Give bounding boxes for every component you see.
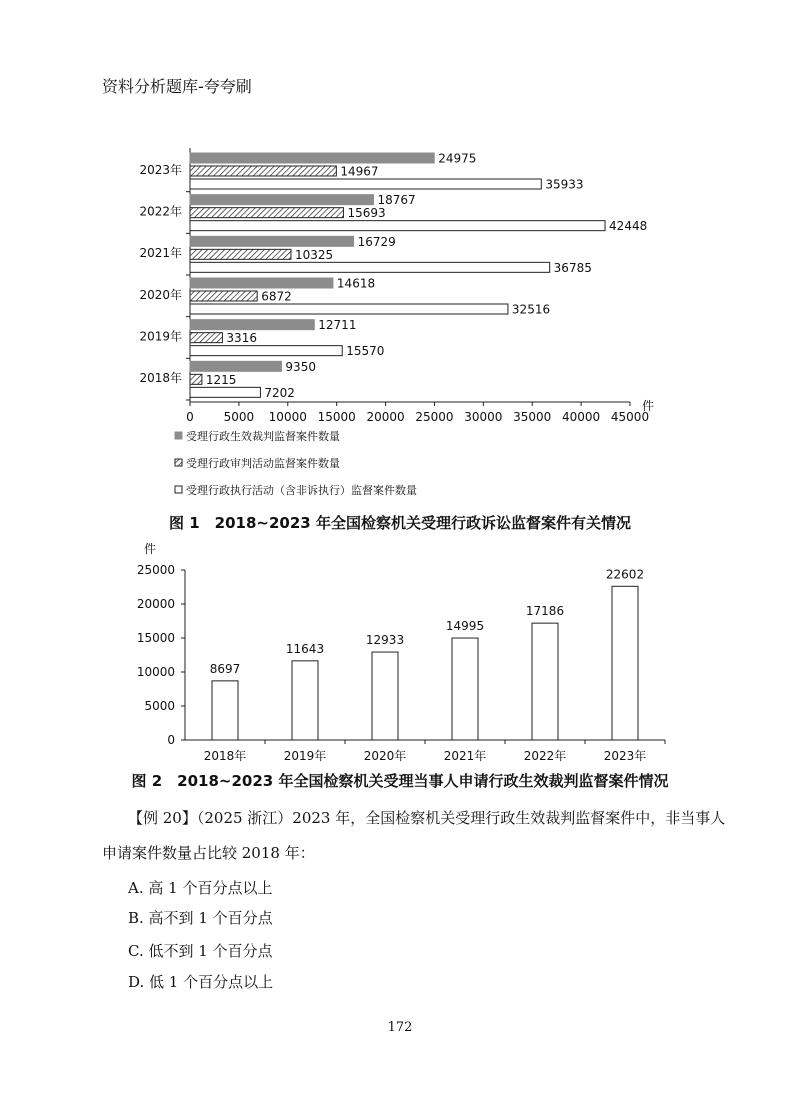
legend-label-3: 受理行政执行活动（含非诉执行）监督案件数量 xyxy=(186,484,417,497)
bar-data-label: 18767 xyxy=(377,193,416,208)
y-tick-label: 5000 xyxy=(144,699,175,713)
y-tick-label: 20000 xyxy=(136,597,175,611)
legend-swatch-1 xyxy=(175,432,182,439)
bar-data-label: 17186 xyxy=(525,604,565,619)
figure1-chart xyxy=(0,140,800,525)
bar xyxy=(612,586,638,740)
bar-series-3 xyxy=(190,387,260,397)
bar-data-label: 14618 xyxy=(336,276,376,291)
bar-data-label: 6872 xyxy=(261,289,292,304)
x-tick-label: 20000 xyxy=(366,410,405,424)
bar-data-label: 12711 xyxy=(318,318,357,333)
bar xyxy=(292,661,318,740)
question-line-1: 【例 20】（2025 浙江）2023 年，全国检察机关受理行政生效裁判监督案件中，非当事人 xyxy=(128,809,726,827)
option-d: D. 低 1 个百分点以上 xyxy=(128,973,274,991)
bar-data-label: 12933 xyxy=(365,633,405,648)
bar-series-2 xyxy=(190,249,291,259)
y-category-label: 2020年 xyxy=(139,287,182,302)
x-category-label: 2021年 xyxy=(443,749,487,763)
bar-series-2 xyxy=(190,333,222,343)
bar-data-label: 9350 xyxy=(285,359,316,374)
y-tick-label: 25000 xyxy=(136,563,175,577)
option-c: C. 低不到 1 个百分点 xyxy=(128,942,273,960)
bar-series-1 xyxy=(190,361,281,371)
x-tick-label: 0 xyxy=(186,410,194,424)
bar-data-label: 16729 xyxy=(357,234,396,249)
x-category-label: 2023年 xyxy=(603,749,647,763)
bar-series-1 xyxy=(190,153,434,163)
legend-swatch-3 xyxy=(175,486,182,493)
bar-series-1 xyxy=(190,195,373,205)
bar-data-label: 8697 xyxy=(209,661,241,676)
legend-label-1: 受理行政生效裁判监督案件数量 xyxy=(186,430,340,443)
bar-data-label: 35933 xyxy=(545,177,584,192)
bar xyxy=(452,638,478,740)
x-category-label: 2018年 xyxy=(203,749,247,763)
bar-series-2 xyxy=(190,208,343,218)
y-category-label: 2023年 xyxy=(139,162,182,177)
x-category-label: 2020年 xyxy=(363,749,407,763)
y-category-label: 2022年 xyxy=(139,204,182,219)
bar-data-label: 11643 xyxy=(285,641,325,656)
bar xyxy=(212,681,238,740)
bar xyxy=(372,652,398,740)
bar-series-3 xyxy=(190,346,342,356)
bar-data-label: 22602 xyxy=(605,567,645,582)
y-unit-label: 件 xyxy=(143,542,157,556)
x-unit-label: 件 xyxy=(642,399,655,413)
x-tick-label: 15000 xyxy=(317,410,356,424)
x-tick-label: 5000 xyxy=(223,410,255,424)
x-tick-label: 10000 xyxy=(268,410,307,424)
bar-data-label: 15693 xyxy=(347,206,386,221)
bar-data-label: 24975 xyxy=(438,151,477,166)
x-tick-label: 40000 xyxy=(562,410,601,424)
bar-data-label: 42448 xyxy=(609,219,648,234)
figure2-chart xyxy=(0,535,800,790)
x-category-label: 2022年 xyxy=(523,749,567,763)
bar-data-label: 14995 xyxy=(445,619,485,634)
x-tick-label: 45000 xyxy=(610,410,650,424)
bar-data-label: 32516 xyxy=(511,302,551,317)
bar-series-3 xyxy=(190,262,550,272)
y-category-label: 2021年 xyxy=(139,246,182,261)
option-a: A. 高 1 个百分点以上 xyxy=(128,879,273,897)
y-tick-label: 15000 xyxy=(136,631,175,645)
bar-data-label: 1215 xyxy=(205,372,237,387)
x-tick-label: 25000 xyxy=(415,410,454,424)
page-header: 资料分析题库-夸夸刷 xyxy=(102,77,252,96)
y-tick-label: 0 xyxy=(167,733,175,747)
question-line-2: 申请案件数量占比较 2018 年： xyxy=(102,844,315,862)
bar-series-1 xyxy=(190,320,314,330)
bar-data-label: 3316 xyxy=(226,331,257,346)
bar-series-3 xyxy=(190,221,605,231)
figure1-caption: 图 1 2018~2023 年全国检察机关受理行政诉讼监督案件有关情况 xyxy=(169,514,631,532)
x-category-label: 2019年 xyxy=(283,749,327,763)
option-b: B. 高不到 1 个百分点 xyxy=(128,909,273,927)
bar-series-2 xyxy=(190,291,257,301)
bar-series-2 xyxy=(190,166,336,176)
bar xyxy=(532,623,558,740)
x-tick-label: 35000 xyxy=(513,410,552,424)
bar-series-2 xyxy=(190,374,202,384)
y-category-label: 2018年 xyxy=(139,371,182,386)
bar-data-label: 14967 xyxy=(340,164,379,179)
legend-label-2: 受理行政审判活动监督案件数量 xyxy=(186,457,340,470)
bar-series-1 xyxy=(190,278,333,288)
bar-series-3 xyxy=(190,304,508,314)
bar-series-1 xyxy=(190,236,354,246)
y-category-label: 2019年 xyxy=(139,329,182,344)
page-number: 172 xyxy=(387,1020,413,1035)
bar-data-label: 10325 xyxy=(294,247,334,262)
figure2-caption: 图 2 2018~2023 年全国检察机关受理当事人申请行政生效裁判监督案件情况 xyxy=(131,772,669,790)
x-tick-label: 30000 xyxy=(464,410,503,424)
bar-series-3 xyxy=(190,179,541,189)
bar-data-label: 7202 xyxy=(264,385,295,400)
y-tick-label: 10000 xyxy=(136,665,175,679)
legend-swatch-2 xyxy=(175,459,182,466)
bar-data-label: 15570 xyxy=(346,344,385,359)
bar-data-label: 36785 xyxy=(553,260,592,275)
